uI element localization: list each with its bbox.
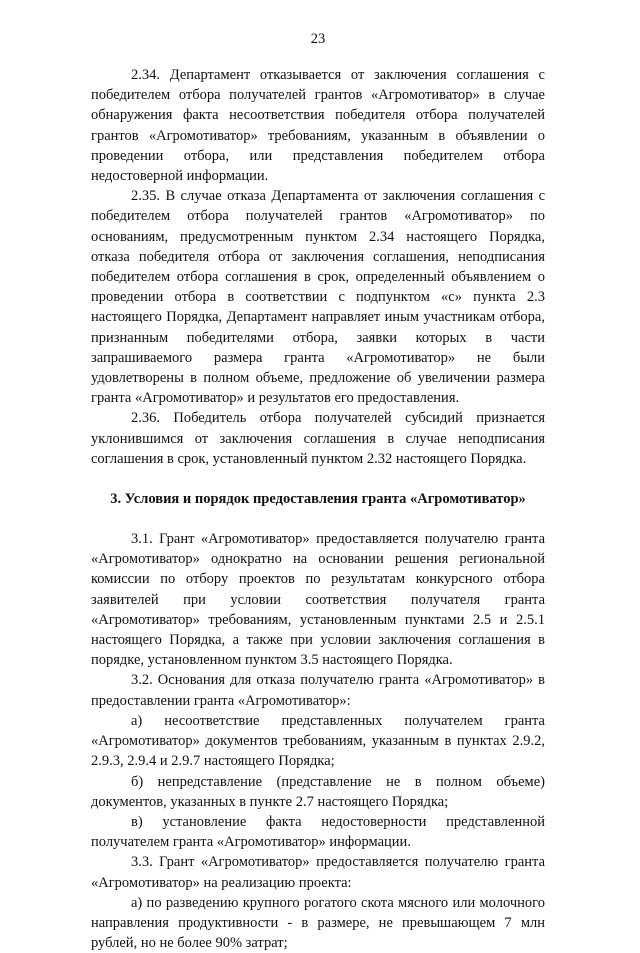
paragraph-3-2-a: а) несоответствие представленных получателем гранта «Агромотиватор» документов требованиям, указанным в пунктах 2.9.2, 2.9.3, 2.9.4 и 2.9.7 настоящего Порядка; — [91, 712, 545, 770]
paragraph-3-3-a: а) по разведению крупного рогатого скота мясного или молочного направления продуктивности - в размере, не превышающем 7 млн рублей, но не более 90% затрат; — [91, 894, 545, 952]
paragraph-3-3: 3.3. Грант «Агромотиватор» предоставляется получателю гранта «Агромотиватор» на реализацию проекта: — [91, 854, 545, 891]
paragraph-3-2: 3.2. Основания для отказа получателю гранта «Агромотиватор» в предоставлении гранта «Агромотиватор»: — [91, 672, 545, 709]
section-3-heading: 3. Условия и порядок предоставления гранта «Агромотиватор» — [110, 491, 526, 508]
paragraph-3-1: 3.1. Грант «Агромотиватор» предоставляется получателю гранта «Агромотиватор» однократно на основании решения региональной комиссии по отбору проектов по результатам конкурсного отбора заявителей при условии соответствия получателя гранта «Агромотиватор» требованиям, установленным пунктами 2.5 и 2.5.1 настоящего Порядка, а также при условии заключения соглашения в порядке, установленном пунктом 3.5 настоящего Порядка. — [91, 531, 545, 669]
document-body — [91, 65, 545, 953]
paragraph-2-36: 2.36. Победитель отбора получателей субсидий признается уклонившимся от заключения соглашения в случае неподписания соглашения в срок, установленный пунктом 2.32 настоящего Порядка. — [91, 410, 545, 467]
paragraph-2-34: 2.34. Департамент отказывается от заключения соглашения с победителем отбора получателей грантов «Агромотиватор» в случае обнаружения факта несоответствия победителя отбора получателей грантов «Агромотиватор» требованиям, указанным в объявлении о проведении отбора, или представления победителем отбора недостоверной информации. — [91, 67, 545, 185]
page-number: 23 — [310, 31, 326, 47]
paragraph-3-2-b: б) непредставление (представление не в полном объеме) документов, указанных в пункте 2.7 настоящего Порядка; — [91, 773, 545, 810]
paragraph-2-35: 2.35. В случае отказа Департамента от заключения соглашения с победителем отбора получателей грантов «Агромотиватор» по основаниям, предусмотренным пунктом 2.34 настоящего Порядка, отказа победителя отбора от заключения соглашения, неподписания победителем отбора соглашения в срок, определенный объявлением о проведении отбора в соответствии с подпунктом «с» пункта 2.3 настоящего Порядка, Департамент направляет иным участникам отбора, признанным победителями отбора, заявки которых в части запрашиваемого размера гранта «Агромотиватор» не были удовлетворены в полном объеме, предложение об увеличении размера гранта «Агромотиватор» и результатов его предоставления. — [91, 188, 545, 407]
paragraph-3-2-v: в) установление факта недостоверности представленной получателем гранта «Агромотиватор» информации. — [91, 813, 545, 851]
